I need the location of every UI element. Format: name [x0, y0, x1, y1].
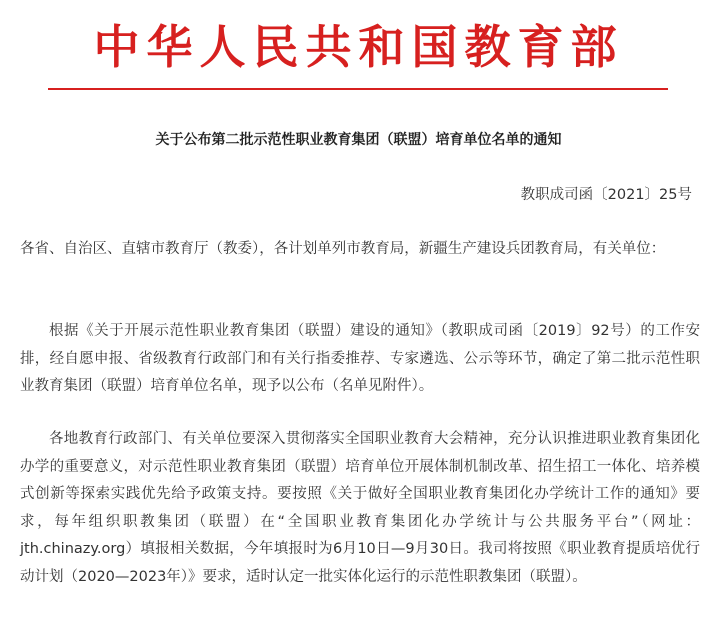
- notice-title: 关于公布第二批示范性职业教育集团（联盟）培育单位名单的通知: [155, 132, 562, 148]
- document-number: 教职成司函〔2021〕25号: [520, 187, 692, 203]
- masthead-divider: [48, 88, 668, 90]
- body-paragraph-1: 根据《关于开展示范性职业教育集团（联盟）建设的通知》（教职成司函〔2019〕92号）的工作安排，经自愿申报、省级教育行政部门和有关行指委推荐、专家遴选、公示等环节，确定了第二批示范性职业教育集团（联盟）培育单位名单，现予以公布（名单见附件）。: [20, 323, 700, 394]
- salutation-paragraph: 各省、自治区、直辖市教育厅（教委），各计划单列市教育局，新疆生产建设兵团教育局，有关单位：: [20, 241, 666, 257]
- body-paragraph-2: 各地教育行政部门、有关单位要深入贯彻落实全国职业教育大会精神，充分认识推进职业教育集团化办学的重要意义，对示范性职业教育集团（联盟）培育单位开展体制机制改革、招生招工一体化、培养模式创新等探索实践优先给予政策支持。要按照《关于做好全国职业教育集团化办学统计工作的通知》要求，每年组织职教集团（联盟）在“全国职业教育集团化办学统计与公共服务平台”（网址：jth.chinazy.org）填报相关数据，今年填报时为6月10日—9月30日。我司将按照《职业教育提质培优行动计划（2020—2023年）》要求，适时认定一批实体化运行的示范性职教集团（联盟）。: [20, 431, 700, 585]
- ministry-masthead: 中华人民共和国教育部: [93, 20, 624, 74]
